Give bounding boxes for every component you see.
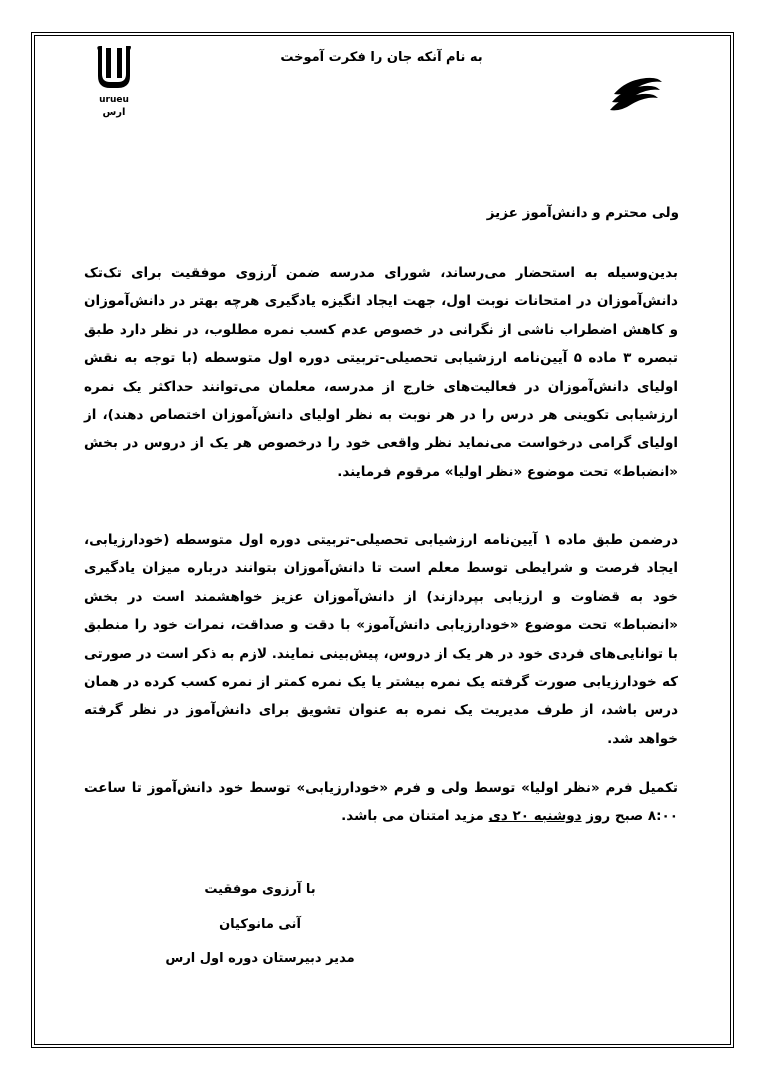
signature-name: آنی مانوکیان	[219, 917, 301, 932]
letter-paragraph-1: بدین‌وسیله به استحضار می‌رساند، شورای مدرسه ضمن آرزوی موفقیت برای تک‌تک دانش‌آموزان در امتحانات نوبت اول، جهت ایجاد انگیزه یادگیری هرچه بهتر در دانش‌آموزان و کاهش اضطراب ناشی از نگرانی در خصوص عدم کسب نمره مطلوب، در نظر دارد طبق تبصره ۳ ماده ۵ آیین‌نامه ارزشیابی تحصیلی-تربیتی دوره اول متوسطه (با توجه به نقش اولیای دانش‌آموزان در فعالیت‌های خارج از مدرسه، معلمان می‌توانند حداکثر یک نمره ارزشیابی تکوینی هر درس را در هر نوبت به نظر اولیای دانش‌آموزان اختصاص دهند)، از اولیای گرامی درخواست می‌نماید نظر واقعی خود را درخصوص هر یک از دروس در بخش «انضباط» تحت موضوع «نظر اولیا» مرقوم فرمایند.	[84, 265, 679, 480]
paragraph-3-ending: مزید امتنان می باشد.	[341, 808, 489, 825]
svg-text:ارس: ارس	[102, 107, 126, 118]
deadline-date: دوشنبه ۲۰ دی	[488, 808, 582, 825]
letter-greeting: ولی محترم و دانش‌آموز عزیز	[486, 205, 679, 221]
letter-paragraph-3	[84, 774, 678, 831]
paragraph-3-text: تکمیل فرم «نظر اولیا» توسط ولی و فرم «خودارزیابی» توسط خود دانش‌آموز تا ساعت ۸:۰۰ صبح روز	[84, 780, 678, 825]
invocation-heading: به نام آنکه جان را فکرت آموخت	[280, 50, 483, 65]
letter-paragraph-2: درضمن طبق ماده ۱ آیین‌نامه ارزشیابی تحصیلی-تربیتی دوره اول متوسطه (خودارزیابی، ایجاد فرصت و شرایطی توسط معلم است تا دانش‌آموزان بتوانند درباره میزان یادگیری خود به قضاوت و ارزیابی بپردازند) از دانش‌آموزان عزیز خواهشمند است در بخش «انضباط» تحت موضوع «خودارزیابی دانش‌آموز» با دقت و صداقت، نمرات خود را منطبق با توانایی‌های فردی خود در هر یک از دروس، پیش‌بینی نمایند. لازم به ذکر است در صورتی که خودارزیابی صورت گرفته یک نمره بیشتر یا یک نمره کمتر از نمره کسب کرده در همان درس باشد، از طرف مدیریت یک نمره به عنوان تشویق برای دانش‌آموز در نظر گرفته خواهد شد.	[84, 532, 678, 747]
svg-text:urueu: urueu	[99, 95, 129, 105]
ministry-logo	[606, 72, 666, 112]
signature-closing: با آرزوی موفقیت	[204, 882, 316, 897]
school-logo	[92, 44, 136, 120]
signature-title: مدیر دبیرستان دوره اول ارس	[165, 951, 355, 966]
